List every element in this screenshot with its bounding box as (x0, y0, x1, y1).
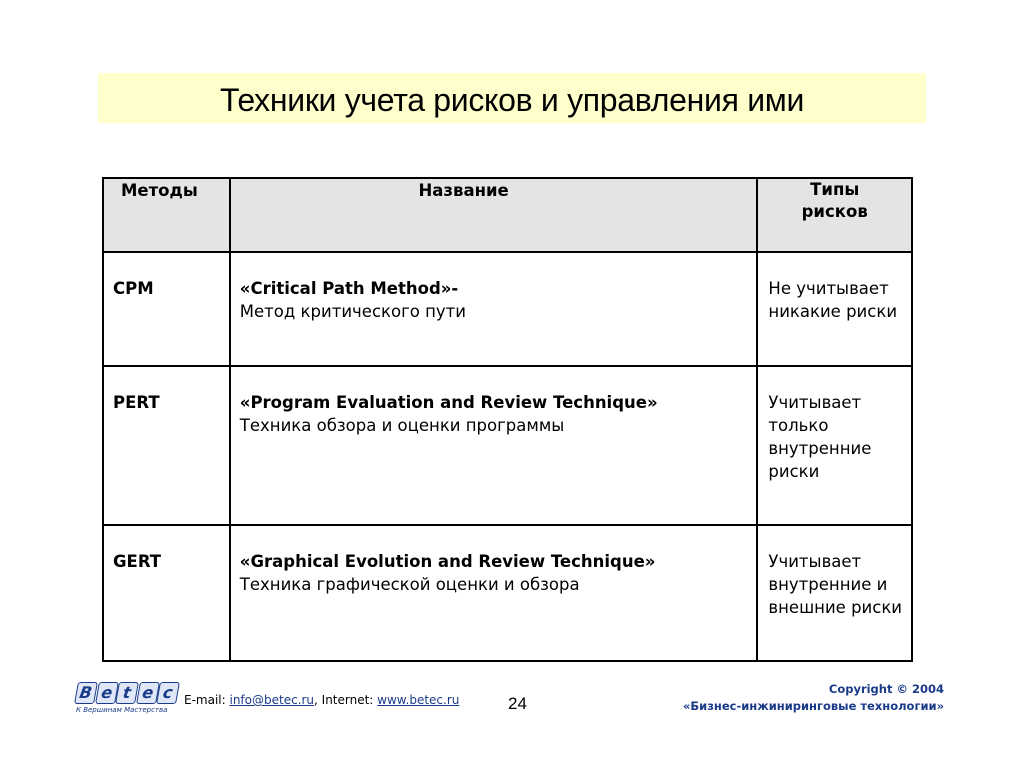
risk-types-cell (757, 252, 912, 366)
page-number: 24 (508, 694, 527, 713)
table-header-row (103, 178, 912, 252)
risk-types-line: риски (768, 462, 820, 481)
copyright-line: Copyright © 2004 (828, 682, 944, 696)
logo-letter: c (156, 682, 179, 704)
name-english: «Graphical Evolution and Review Technique» (239, 552, 656, 571)
email-link[interactable]: info@betec.ru (229, 693, 315, 707)
risk-techniques-table (102, 177, 913, 662)
risk-types-line: внутренние (768, 439, 872, 458)
betec-logo (76, 682, 178, 715)
logo-letter: e (136, 682, 159, 704)
method-cell: PERT (103, 366, 230, 525)
risk-types-cell (757, 525, 912, 661)
table-row (103, 525, 912, 661)
table-row (103, 252, 912, 366)
risk-types-line: никакие риски (768, 302, 898, 321)
copyright (683, 681, 944, 715)
logo-letters (76, 682, 178, 704)
logo-letter: e (95, 682, 118, 704)
slide-footer (0, 680, 1024, 720)
title-banner (98, 73, 926, 123)
name-english: «Critical Path Method»- (239, 279, 459, 298)
internet-label: , Internet: (314, 693, 378, 707)
name-cell (230, 252, 758, 366)
header-methods: Методы (103, 178, 230, 252)
name-english: «Program Evaluation and Review Technique» (239, 393, 658, 412)
risk-types-line: внутренние и (768, 575, 888, 594)
method-cell: CPM (103, 252, 230, 366)
logo-letter: t (115, 682, 138, 704)
logo-letter: B (74, 682, 97, 704)
method-cell: GERT (103, 525, 230, 661)
header-risk-types-line1: Типы (810, 180, 860, 199)
header-risk-types-line2: рисков (801, 202, 868, 221)
risk-types-line: только (768, 416, 829, 435)
name-russian: Метод критического пути (239, 302, 466, 321)
contact-info (184, 693, 459, 707)
risk-types-line: Учитывает (768, 393, 862, 412)
name-cell (230, 366, 758, 525)
risk-types-line: внешние риски (768, 598, 903, 617)
risk-types-line: Не учитывает (768, 279, 889, 298)
table-row (103, 366, 912, 525)
email-label: E-mail: (184, 693, 230, 707)
name-cell (230, 525, 758, 661)
risk-types-line: Учитывает (768, 552, 862, 571)
copyright-company: «Бизнес-инжиниринговые технологии» (682, 699, 944, 713)
header-risk-types (757, 178, 912, 252)
name-russian: Техника обзора и оценки программы (239, 416, 565, 435)
risk-types-cell (757, 366, 912, 525)
slide-title: Техники учета рисков и управления ими (219, 81, 805, 118)
logo-tagline: К Вершинам Мастерства (76, 706, 168, 714)
website-link[interactable]: www.betec.ru (377, 693, 460, 707)
name-russian: Техника графической оценки и обзора (239, 575, 580, 594)
header-name: Название (230, 178, 758, 252)
